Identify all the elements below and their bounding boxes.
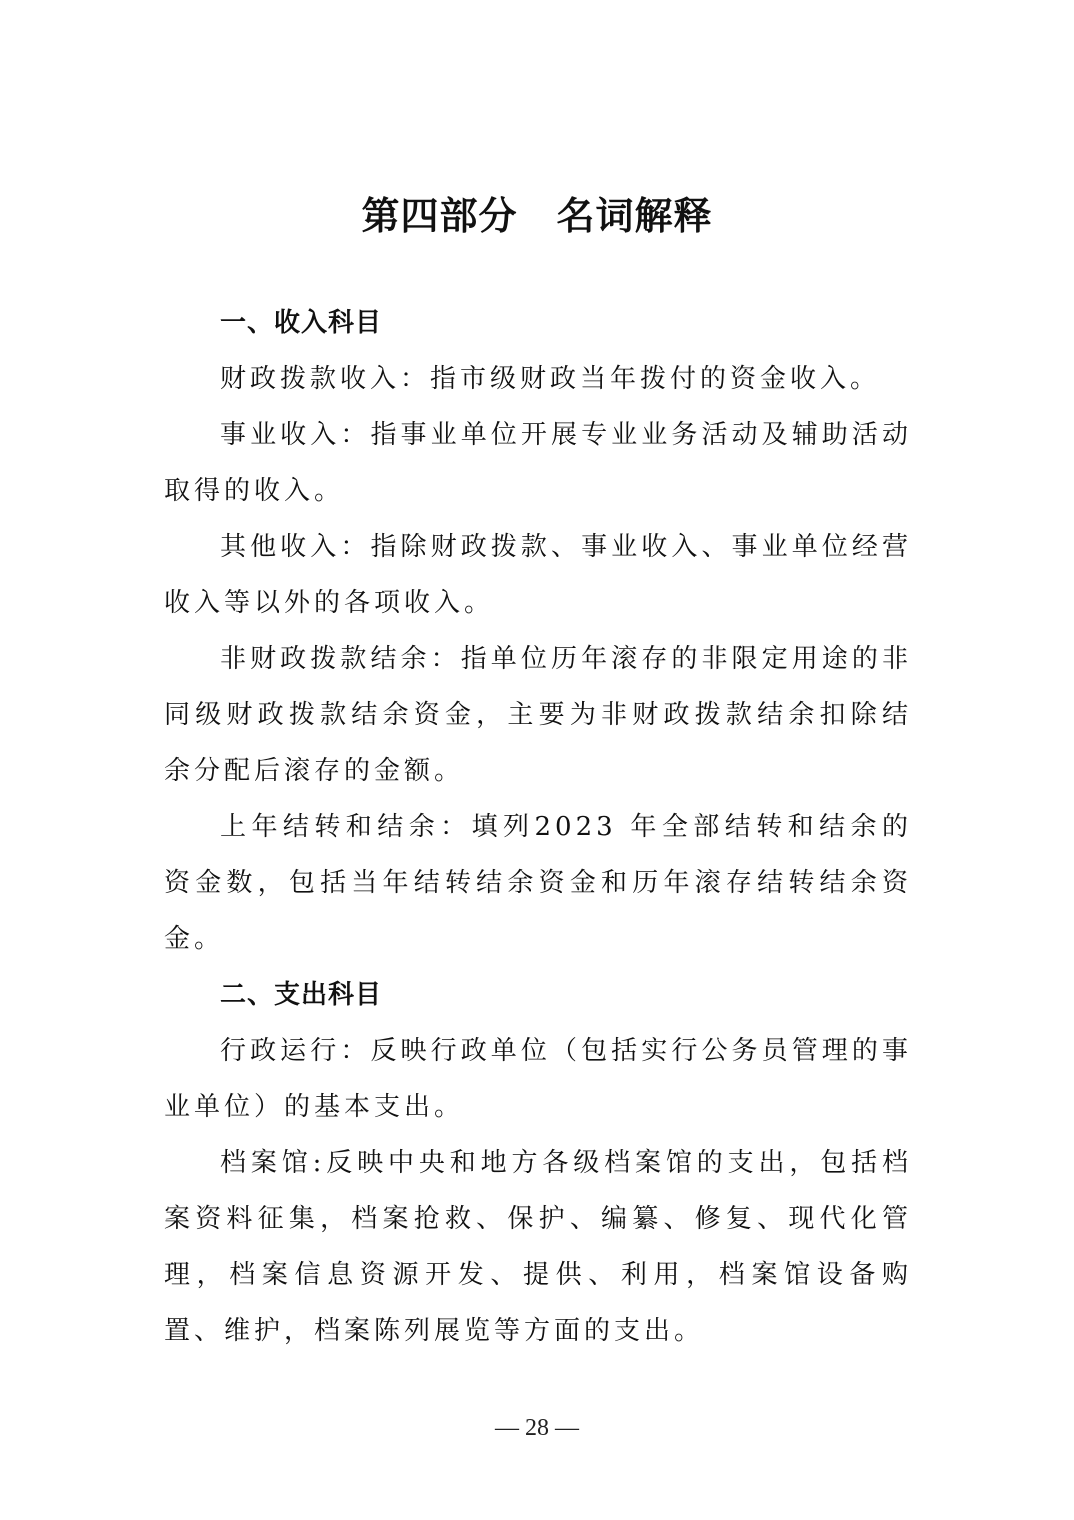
page-number: — 28 — xyxy=(495,1415,579,1441)
paragraph-administrative-operation: 行政运行：反映行政单位（包括实行公务员管理的事业单位）的基本支出。 xyxy=(164,1036,912,1122)
paragraph-business-income: 事业收入：指事业单位开展专业业务活动及辅助活动取得的收入。 xyxy=(164,420,912,506)
paragraph-fiscal-appropriation-income: 财政拨款收入：指市级财政当年拨付的资金收入。 xyxy=(220,364,881,394)
page-title: 第四部分 名词解释 xyxy=(361,194,713,238)
document-body xyxy=(164,295,912,1359)
paragraph-non-fiscal-balance: 非财政拨款结余：指单位历年滚存的非限定用途的非同级财政拨款结余资金，主要为非财政拨款结余扣除结余分配后滚存的金额。 xyxy=(164,644,912,786)
section-expenditure xyxy=(164,967,912,1359)
section-heading-expenditure: 二、支出科目 xyxy=(220,980,383,1010)
paragraph-archives: 档案馆:反映中央和地方各级档案馆的支出，包括档案资料征集，档案抢救、保护、编纂、修复、现代化管理，档案信息资源开发、提供、利用，档案馆设备购置、维护，档案陈列展览等方面的支出。 xyxy=(164,1148,912,1346)
paragraph-prior-year-carryover: 上年结转和结余：填列2023 年全部结转和结余的资金数，包括当年结转结余资金和历年滚存结转结余资金。 xyxy=(164,812,912,954)
section-income xyxy=(164,295,912,967)
section-heading-income: 一、收入科目 xyxy=(220,308,383,338)
paragraph-other-income: 其他收入：指除财政拨款、事业收入、事业单位经营收入等以外的各项收入。 xyxy=(164,532,912,618)
